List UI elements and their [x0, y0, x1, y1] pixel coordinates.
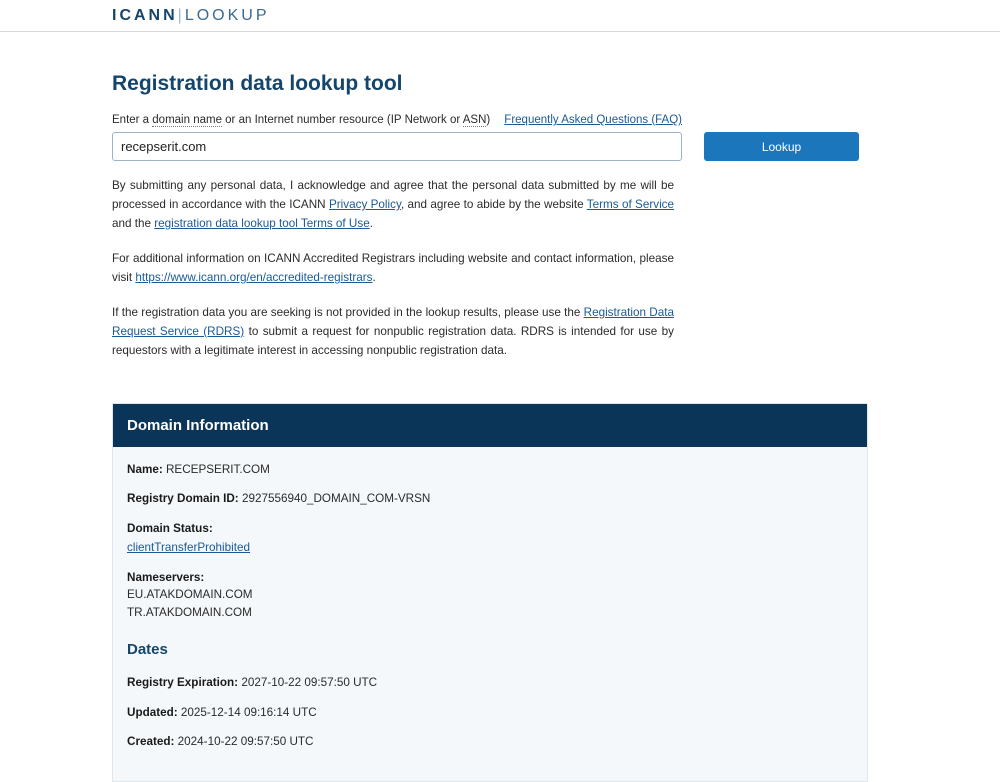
registry-expiration-label: Registry Expiration: — [127, 675, 239, 689]
created-label: Created: — [127, 735, 175, 749]
consent-paragraph — [112, 177, 674, 234]
page-title: Registration data lookup tool — [112, 72, 403, 95]
rdrs-text-1: If the registration data you are seeking is not provided in the lookup results, please use the — [112, 305, 584, 319]
terms-of-service-link[interactable]: Terms of Service — [586, 197, 675, 211]
registry-domain-id-label: Registry Domain ID: — [127, 492, 239, 506]
search-input[interactable] — [112, 132, 682, 161]
label-asn: ASN — [462, 114, 487, 126]
rdrs-text-2: to submit a request for nonpublic registration data. RDRS is intended for use by requestors with a legitimate interest in accessing nonpublic registration data. — [112, 324, 674, 357]
search-label-row — [112, 114, 682, 126]
label-part-3: ) — [486, 114, 491, 126]
rdrs-link[interactable]: Registration Data Request Service (RDRS) — [112, 305, 674, 338]
logo-separator: | — [177, 6, 185, 24]
registrars-text-1: For additional information on ICANN Accredited Registrars including website and contact information, please visit — [112, 251, 674, 284]
lookup-button[interactable]: Lookup — [704, 132, 859, 161]
name-value: RECEPSERIT.COM — [165, 462, 270, 476]
domain-status-value-link[interactable]: clientTransferProhibited — [127, 541, 250, 555]
consent-text-3: and the — [112, 216, 155, 230]
updated-value: 2025-12-14 09:16:14 UTC — [180, 705, 317, 719]
registrars-paragraph — [112, 250, 674, 288]
created-value: 2024-10-22 09:57:50 UTC — [177, 735, 314, 749]
registrars-text-2: . — [372, 270, 376, 284]
consent-text-4: . — [369, 216, 373, 230]
product-text: LOOKUP — [184, 6, 270, 24]
page-content — [0, 72, 1000, 361]
accredited-registrars-link[interactable]: https://www.icann.org/en/accredited-registrars — [135, 270, 373, 284]
domain-information-panel — [112, 403, 868, 782]
name-label: Name: — [127, 462, 163, 476]
label-part-2: or an Internet number resource (IP Network or — [221, 114, 463, 126]
label-part-1: Enter a — [112, 114, 153, 126]
row-nameservers — [127, 569, 853, 622]
privacy-policy-link[interactable]: Privacy Policy — [328, 197, 401, 211]
search-field-label — [112, 114, 490, 126]
faq-link[interactable]: Frequently Asked Questions (FAQ) — [504, 114, 682, 126]
label-domain-name: domain name — [152, 114, 222, 126]
nameserver-2: TR.ATAKDOMAIN.COM — [127, 605, 252, 619]
brand-text: ICANN — [112, 6, 178, 24]
row-updated — [127, 704, 853, 722]
site-header — [0, 0, 1000, 32]
rdrs-paragraph — [112, 304, 674, 361]
registry-expiration-value: 2027-10-22 09:57:50 UTC — [241, 675, 378, 689]
registry-domain-id-value: 2927556940_DOMAIN_COM-VRSN — [241, 492, 431, 506]
consent-text-2: , and agree to abide by the website — [400, 197, 587, 211]
row-domain-status — [127, 520, 853, 557]
row-registry-expiration — [127, 674, 853, 692]
icann-lookup-logo[interactable] — [112, 7, 270, 25]
nameservers-label: Nameservers: — [127, 570, 205, 584]
consent-text-1: By submitting any personal data, I acknowledge and agree that the personal data submitted by me will be processed in accordance with the ICANN — [112, 179, 674, 211]
row-name — [127, 461, 853, 479]
terms-of-use-link[interactable]: registration data lookup tool Terms of Use — [154, 216, 370, 230]
dates-heading: Dates — [127, 641, 168, 659]
row-registry-domain-id — [127, 490, 853, 508]
panel-body — [113, 447, 867, 781]
domain-status-label: Domain Status: — [127, 521, 213, 535]
nameserver-1: EU.ATAKDOMAIN.COM — [127, 588, 253, 602]
updated-label: Updated: — [127, 705, 178, 719]
search-row — [112, 132, 888, 161]
panel-title: Domain Information — [113, 404, 867, 447]
row-created — [127, 733, 853, 751]
